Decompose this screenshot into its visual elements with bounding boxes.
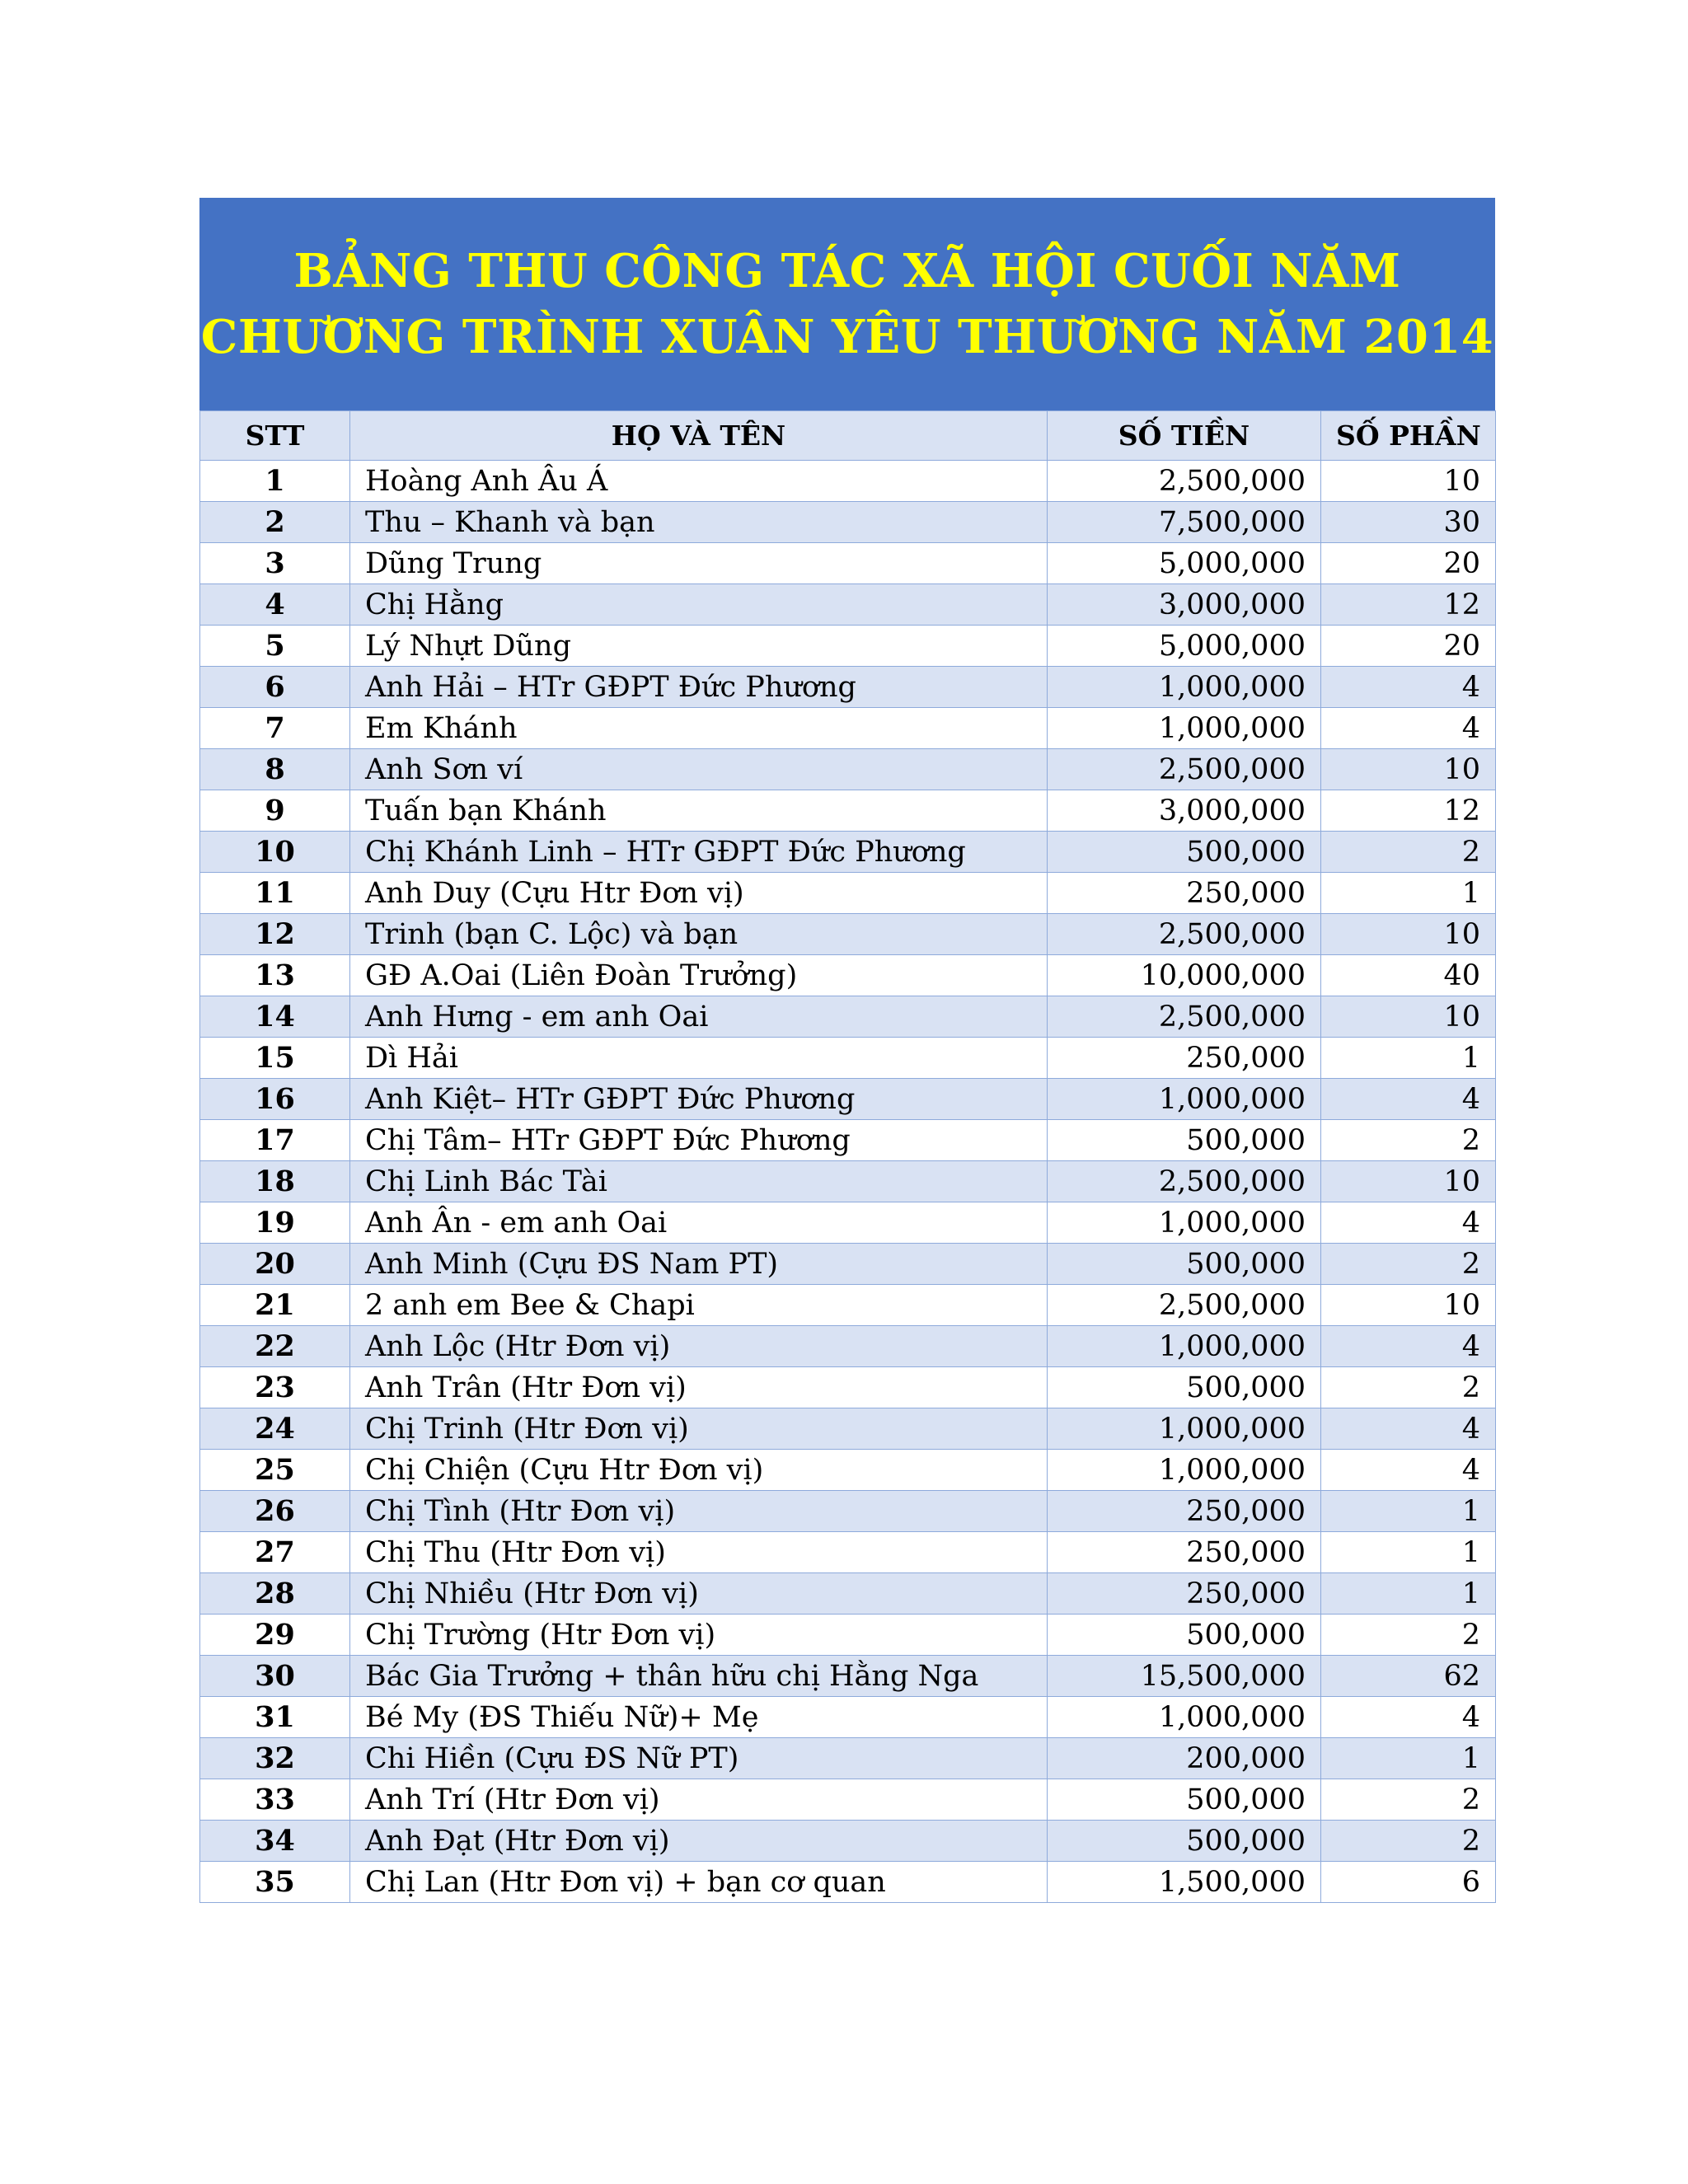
table-row [200, 1738, 1496, 1779]
row-stt: 13 [200, 955, 350, 996]
row-name: Anh Đạt (Htr Đơn vị) [350, 1821, 1048, 1862]
row-shares: 4 [1321, 1408, 1496, 1450]
table-row [200, 543, 1496, 584]
row-amount: 500,000 [1048, 1779, 1321, 1821]
table-row [200, 955, 1496, 996]
row-stt: 23 [200, 1367, 350, 1408]
row-stt: 8 [200, 749, 350, 790]
row-stt: 14 [200, 996, 350, 1038]
row-name: Chị Nhiều (Htr Đơn vị) [350, 1573, 1048, 1615]
row-shares: 1 [1321, 1491, 1496, 1532]
row-name: Chị Tâm– HTr GĐPT Đức Phương [350, 1120, 1048, 1161]
row-name: Anh Duy (Cựu Htr Đơn vị) [350, 873, 1048, 914]
row-name: Anh Kiệt– HTr GĐPT Đức Phương [350, 1079, 1048, 1120]
row-shares: 4 [1321, 1079, 1496, 1120]
row-amount: 500,000 [1048, 1244, 1321, 1285]
table-row [200, 1573, 1496, 1615]
row-stt: 18 [200, 1161, 350, 1202]
table-row [200, 1532, 1496, 1573]
row-shares: 10 [1321, 1161, 1496, 1202]
row-name: Bé My (ĐS Thiếu Nữ)+ Mẹ [350, 1697, 1048, 1738]
row-amount: 250,000 [1048, 1038, 1321, 1079]
row-shares: 4 [1321, 1202, 1496, 1244]
row-stt: 3 [200, 543, 350, 584]
row-stt: 27 [200, 1532, 350, 1573]
row-shares: 2 [1321, 1244, 1496, 1285]
table-row [200, 996, 1496, 1038]
table-row [200, 708, 1496, 749]
table-row [200, 1450, 1496, 1491]
row-amount: 2,500,000 [1048, 996, 1321, 1038]
table-row [200, 1244, 1496, 1285]
title-line-2: CHƯƠNG TRÌNH XUÂN YÊU THƯƠNG NĂM 2014 [200, 310, 1494, 364]
row-amount: 250,000 [1048, 1491, 1321, 1532]
row-name: Chị Lan (Htr Đơn vị) + bạn cơ quan [350, 1862, 1048, 1903]
row-stt: 35 [200, 1862, 350, 1903]
table-row [200, 1120, 1496, 1161]
row-name: Chị Linh Bác Tài [350, 1161, 1048, 1202]
row-name: Chị Chiện (Cựu Htr Đơn vị) [350, 1450, 1048, 1491]
row-stt: 32 [200, 1738, 350, 1779]
row-shares: 12 [1321, 584, 1496, 626]
row-name: Bác Gia Trưởng + thân hữu chị Hằng Nga [350, 1656, 1048, 1697]
table-body [200, 461, 1496, 1903]
row-amount: 10,000,000 [1048, 955, 1321, 996]
row-stt: 12 [200, 914, 350, 955]
row-amount: 15,500,000 [1048, 1656, 1321, 1697]
row-amount: 1,000,000 [1048, 1408, 1321, 1450]
row-amount: 1,000,000 [1048, 1450, 1321, 1491]
row-name: Chị Khánh Linh – HTr GĐPT Đức Phương [350, 832, 1048, 873]
table-row [200, 1038, 1496, 1079]
table-row [200, 626, 1496, 667]
row-amount: 1,000,000 [1048, 1079, 1321, 1120]
row-name: Chị Tình (Htr Đơn vị) [350, 1491, 1048, 1532]
row-stt: 4 [200, 584, 350, 626]
table-row [200, 832, 1496, 873]
row-name: GĐ A.Oai (Liên Đoàn Trưởng) [350, 955, 1048, 996]
table-row [200, 1779, 1496, 1821]
row-shares: 10 [1321, 996, 1496, 1038]
row-shares: 20 [1321, 626, 1496, 667]
row-amount: 2,500,000 [1048, 1161, 1321, 1202]
table-row [200, 1326, 1496, 1367]
row-name: Thu – Khanh và bạn [350, 502, 1048, 543]
row-stt: 28 [200, 1573, 350, 1615]
row-name: Chị Trường (Htr Đơn vị) [350, 1615, 1048, 1656]
table-row [200, 1202, 1496, 1244]
table-header [200, 411, 1496, 461]
row-amount: 500,000 [1048, 832, 1321, 873]
row-shares: 12 [1321, 790, 1496, 832]
row-stt: 15 [200, 1038, 350, 1079]
row-shares: 6 [1321, 1862, 1496, 1903]
row-amount: 3,000,000 [1048, 790, 1321, 832]
table-row [200, 461, 1496, 502]
row-stt: 6 [200, 667, 350, 708]
row-stt: 25 [200, 1450, 350, 1491]
row-shares: 10 [1321, 749, 1496, 790]
row-name: Chi Hiền (Cựu ĐS Nữ PT) [350, 1738, 1048, 1779]
row-amount: 500,000 [1048, 1615, 1321, 1656]
row-amount: 1,000,000 [1048, 667, 1321, 708]
row-amount: 1,000,000 [1048, 708, 1321, 749]
table-row [200, 1615, 1496, 1656]
table-row [200, 1161, 1496, 1202]
row-shares: 2 [1321, 1615, 1496, 1656]
row-stt: 24 [200, 1408, 350, 1450]
title-banner [199, 198, 1495, 410]
donation-table [199, 410, 1496, 1903]
row-name: Anh Minh (Cựu ĐS Nam PT) [350, 1244, 1048, 1285]
table-row [200, 1285, 1496, 1326]
row-amount: 500,000 [1048, 1367, 1321, 1408]
row-amount: 250,000 [1048, 1573, 1321, 1615]
row-amount: 1,000,000 [1048, 1326, 1321, 1367]
table-row [200, 1367, 1496, 1408]
row-name: Anh Hưng - em anh Oai [350, 996, 1048, 1038]
row-name: Em Khánh [350, 708, 1048, 749]
row-shares: 1 [1321, 1038, 1496, 1079]
row-stt: 31 [200, 1697, 350, 1738]
row-stt: 26 [200, 1491, 350, 1532]
row-shares: 2 [1321, 1367, 1496, 1408]
row-name: Anh Ân - em anh Oai [350, 1202, 1048, 1244]
row-shares: 1 [1321, 873, 1496, 914]
table-row [200, 1697, 1496, 1738]
row-stt: 22 [200, 1326, 350, 1367]
table-row [200, 749, 1496, 790]
row-name: Trinh (bạn C. Lộc) và bạn [350, 914, 1048, 955]
table-row [200, 1408, 1496, 1450]
donation-sheet [199, 198, 1495, 1903]
row-amount: 1,000,000 [1048, 1202, 1321, 1244]
row-amount: 2,500,000 [1048, 461, 1321, 502]
row-shares: 1 [1321, 1738, 1496, 1779]
row-shares: 1 [1321, 1532, 1496, 1573]
row-stt: 20 [200, 1244, 350, 1285]
row-amount: 250,000 [1048, 873, 1321, 914]
table-row [200, 1656, 1496, 1697]
row-shares: 10 [1321, 914, 1496, 955]
table-row [200, 584, 1496, 626]
row-amount: 1,000,000 [1048, 1697, 1321, 1738]
row-shares: 62 [1321, 1656, 1496, 1697]
table-row [200, 1821, 1496, 1862]
row-stt: 34 [200, 1821, 350, 1862]
table-row [200, 502, 1496, 543]
row-shares: 4 [1321, 1450, 1496, 1491]
row-name: Anh Trí (Htr Đơn vị) [350, 1779, 1048, 1821]
row-name: Chị Trinh (Htr Đơn vị) [350, 1408, 1048, 1450]
row-name: Chị Hằng [350, 584, 1048, 626]
table-row [200, 1491, 1496, 1532]
row-stt: 30 [200, 1656, 350, 1697]
row-amount: 2,500,000 [1048, 1285, 1321, 1326]
header-shares: SỐ PHẦN [1321, 411, 1496, 461]
row-stt: 2 [200, 502, 350, 543]
row-name: Tuấn bạn Khánh [350, 790, 1048, 832]
table-row [200, 667, 1496, 708]
row-amount: 200,000 [1048, 1738, 1321, 1779]
row-shares: 10 [1321, 1285, 1496, 1326]
row-shares: 2 [1321, 1821, 1496, 1862]
row-shares: 4 [1321, 1697, 1496, 1738]
row-shares: 40 [1321, 955, 1496, 996]
row-name: Dũng Trung [350, 543, 1048, 584]
row-name: Anh Lộc (Htr Đơn vị) [350, 1326, 1048, 1367]
row-name: Anh Hải – HTr GĐPT Đức Phương [350, 667, 1048, 708]
row-stt: 17 [200, 1120, 350, 1161]
row-name: 2 anh em Bee & Chapi [350, 1285, 1048, 1326]
row-name: Chị Thu (Htr Đơn vị) [350, 1532, 1048, 1573]
row-name: Anh Sơn ví [350, 749, 1048, 790]
row-stt: 33 [200, 1779, 350, 1821]
row-stt: 16 [200, 1079, 350, 1120]
table-row [200, 790, 1496, 832]
row-stt: 9 [200, 790, 350, 832]
header-name: HỌ VÀ TÊN [350, 411, 1048, 461]
row-amount: 5,000,000 [1048, 626, 1321, 667]
table-row [200, 914, 1496, 955]
row-shares: 30 [1321, 502, 1496, 543]
table-row [200, 1862, 1496, 1903]
table-row [200, 873, 1496, 914]
row-name: Anh Trân (Htr Đơn vị) [350, 1367, 1048, 1408]
row-shares: 10 [1321, 461, 1496, 502]
row-stt: 19 [200, 1202, 350, 1244]
row-stt: 1 [200, 461, 350, 502]
row-stt: 11 [200, 873, 350, 914]
row-amount: 7,500,000 [1048, 502, 1321, 543]
row-stt: 21 [200, 1285, 350, 1326]
row-amount: 500,000 [1048, 1821, 1321, 1862]
row-shares: 4 [1321, 667, 1496, 708]
header-row [200, 411, 1496, 461]
row-shares: 2 [1321, 1779, 1496, 1821]
row-shares: 4 [1321, 1326, 1496, 1367]
header-stt: STT [200, 411, 350, 461]
table-row [200, 1079, 1496, 1120]
row-name: Dì Hải [350, 1038, 1048, 1079]
row-amount: 3,000,000 [1048, 584, 1321, 626]
row-amount: 2,500,000 [1048, 749, 1321, 790]
header-amount: SỐ TIỀN [1048, 411, 1321, 461]
row-stt: 7 [200, 708, 350, 749]
row-amount: 250,000 [1048, 1532, 1321, 1573]
row-stt: 10 [200, 832, 350, 873]
row-stt: 5 [200, 626, 350, 667]
row-name: Hoàng Anh Âu Á [350, 461, 1048, 502]
row-shares: 2 [1321, 832, 1496, 873]
row-shares: 1 [1321, 1573, 1496, 1615]
row-stt: 29 [200, 1615, 350, 1656]
row-amount: 500,000 [1048, 1120, 1321, 1161]
row-shares: 2 [1321, 1120, 1496, 1161]
row-shares: 4 [1321, 708, 1496, 749]
title-line-1: BẢNG THU CÔNG TÁC XÃ HỘI CUỐI NĂM [293, 244, 1401, 298]
row-amount: 5,000,000 [1048, 543, 1321, 584]
row-name: Lý Nhựt Dũng [350, 626, 1048, 667]
row-shares: 20 [1321, 543, 1496, 584]
row-amount: 2,500,000 [1048, 914, 1321, 955]
row-amount: 1,500,000 [1048, 1862, 1321, 1903]
